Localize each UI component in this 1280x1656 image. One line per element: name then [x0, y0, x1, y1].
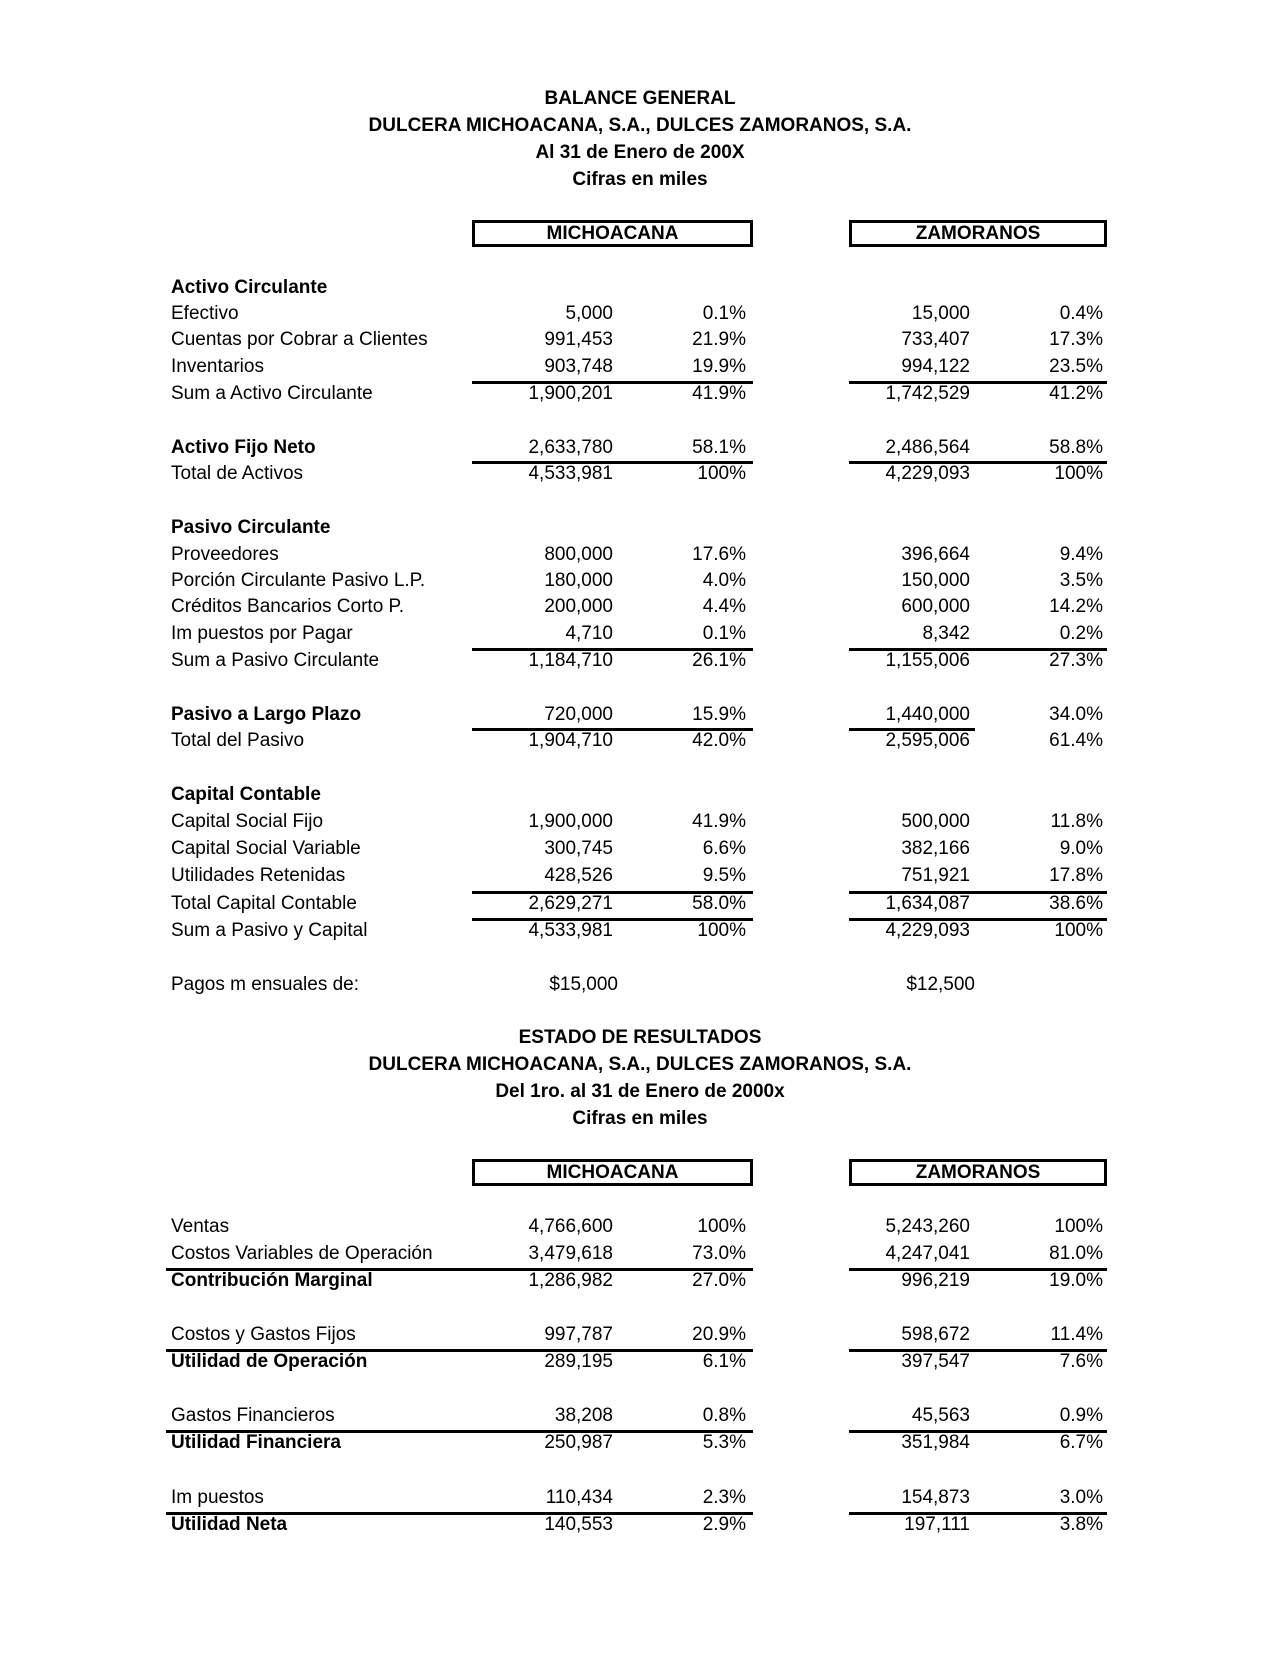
balance-row — [0, 300, 1280, 327]
michoacana-value: 300,745 — [544, 838, 613, 859]
balance-row — [0, 593, 1280, 620]
michoacana-value: 903,748 — [544, 356, 613, 377]
michoacana-percent: 41.9% — [692, 811, 746, 832]
balance-row — [0, 514, 1280, 541]
michoacana-percent: 21.9% — [692, 329, 746, 350]
balance-row — [0, 541, 1280, 568]
zamoranos-value: 1,742,529 — [885, 383, 970, 404]
results-header-zamoranos: ZAMORANOS — [849, 1159, 1107, 1186]
michoacana-percent: 4.4% — [702, 596, 746, 617]
balance-row — [0, 890, 1280, 917]
michoacana-percent: 17.6% — [692, 544, 746, 565]
balance-row — [0, 380, 1280, 407]
zamoranos-percent: 81.0% — [1049, 1243, 1103, 1264]
zamoranos-value: 2,595,006 — [885, 730, 970, 751]
row-label: Pasivo Circulante — [171, 517, 331, 538]
results-company: DULCERA MICHOACANA, S.A., DULCES ZAMORANOS, S.A. — [368, 1054, 912, 1075]
balance-row — [0, 647, 1280, 674]
michoacana-value: 1,904,710 — [528, 730, 613, 751]
results-row — [0, 1213, 1280, 1240]
zamoranos-value: 8,342 — [922, 623, 970, 644]
row-label: Proveedores — [171, 544, 279, 565]
zamoranos-value: 598,672 — [901, 1324, 970, 1345]
row-label: Utilidad de Operación — [171, 1351, 368, 1372]
results-row — [0, 1240, 1280, 1267]
zamoranos-percent: 9.4% — [1059, 544, 1103, 565]
balance-row — [0, 620, 1280, 647]
zamoranos-percent: 3.5% — [1059, 570, 1103, 591]
zamoranos-percent: 9.0% — [1059, 838, 1103, 859]
zamoranos-percent: 38.6% — [1049, 893, 1103, 914]
payments-row — [0, 971, 1280, 998]
row-label: Capital Contable — [171, 784, 321, 805]
row-label: Inventarios — [171, 356, 264, 377]
zamoranos-value: 351,984 — [901, 1432, 970, 1453]
michoacana-value: 4,533,981 — [528, 920, 613, 941]
row-label: Utilidad Neta — [171, 1514, 288, 1535]
row-label: Utilidad Financiera — [171, 1432, 341, 1453]
zamoranos-percent: 3.0% — [1059, 1487, 1103, 1508]
balance-row — [0, 460, 1280, 487]
michoacana-percent: 0.1% — [702, 303, 746, 324]
row-label: Costos Variables de Operación — [171, 1243, 433, 1264]
zamoranos-percent: 7.6% — [1059, 1351, 1103, 1372]
row-label: Cuentas por Cobrar a Clientes — [171, 329, 428, 350]
zamoranos-percent: 11.8% — [1050, 811, 1103, 832]
row-label: Contribución Marginal — [171, 1270, 373, 1291]
zamoranos-percent: 61.4% — [1049, 730, 1103, 751]
results-row — [0, 1267, 1280, 1294]
michoacana-value: 1,286,982 — [528, 1270, 613, 1291]
zamoranos-percent: 0.2% — [1059, 623, 1103, 644]
zamoranos-value: 397,547 — [901, 1351, 970, 1372]
michoacana-percent: 58.1% — [692, 437, 746, 458]
row-label: Créditos Bancarios Corto P. — [171, 596, 405, 617]
michoacana-percent: 9.5% — [702, 865, 746, 886]
michoacana-value: 200,000 — [544, 596, 613, 617]
balance-row — [0, 808, 1280, 835]
michoacana-value: 997,787 — [544, 1324, 613, 1345]
michoacana-value: 250,987 — [544, 1432, 613, 1453]
michoacana-value: 38,208 — [554, 1405, 613, 1426]
michoacana-value: 5,000 — [565, 303, 613, 324]
results-row — [0, 1484, 1280, 1511]
row-label: Sum a Pasivo Circulante — [171, 650, 380, 671]
michoacana-value: 1,900,201 — [528, 383, 613, 404]
balance-header-zamoranos: ZAMORANOS — [849, 220, 1107, 247]
michoacana-value: 4,710 — [565, 623, 613, 644]
row-label: Utilidades Retenidas — [171, 865, 346, 886]
michoacana-percent: 15.9% — [692, 704, 746, 725]
zamoranos-percent: 34.0% — [1049, 704, 1103, 725]
zamoranos-percent: 17.8% — [1049, 865, 1103, 886]
results-row — [0, 1348, 1280, 1375]
zamoranos-percent: 41.2% — [1049, 383, 1103, 404]
zamoranos-percent: 14.2% — [1049, 596, 1103, 617]
zamoranos-percent: 0.4% — [1059, 303, 1103, 324]
balance-row — [0, 727, 1280, 754]
zamoranos-percent: 19.0% — [1049, 1270, 1103, 1291]
row-label: Sum a Pasivo y Capital — [171, 920, 368, 941]
zamoranos-value: 396,664 — [901, 544, 970, 565]
michoacana-value: 2,629,271 — [528, 893, 613, 914]
michoacana-value: 289,195 — [544, 1351, 613, 1372]
row-label: Costos y Gastos Fijos — [171, 1324, 356, 1345]
zamoranos-value: 4,229,093 — [885, 463, 970, 484]
results-title-block — [0, 1024, 1280, 1132]
row-label: Total Capital Contable — [171, 893, 357, 914]
michoacana-percent: 100% — [697, 463, 746, 484]
zamoranos-value: 154,873 — [901, 1487, 970, 1508]
michoacana-value: 4,766,600 — [528, 1216, 613, 1237]
zamoranos-value: 45,563 — [911, 1405, 970, 1426]
payments-michoacana: $15,000 — [549, 974, 618, 995]
balance-title: BALANCE GENERAL — [544, 88, 736, 109]
michoacana-percent: 0.8% — [702, 1405, 746, 1426]
michoacana-value: 991,453 — [544, 329, 613, 350]
row-label: Total del Pasivo — [171, 730, 305, 751]
zamoranos-percent: 100% — [1054, 463, 1103, 484]
zamoranos-percent: 58.8% — [1049, 437, 1103, 458]
row-label: Im puestos por Pagar — [171, 623, 353, 644]
row-label: Gastos Financieros — [171, 1405, 335, 1426]
zamoranos-value: 150,000 — [901, 570, 970, 591]
zamoranos-value: 5,243,260 — [885, 1216, 970, 1237]
balance-row — [0, 434, 1280, 461]
michoacana-percent: 42.0% — [692, 730, 746, 751]
michoacana-percent: 100% — [697, 920, 746, 941]
zamoranos-value: 15,000 — [911, 303, 970, 324]
row-label: Pasivo a Largo Plazo — [171, 704, 362, 725]
row-label: Porción Circulante Pasivo L.P. — [171, 570, 426, 591]
row-label: Total de Activos — [171, 463, 304, 484]
row-label: Im puestos — [171, 1487, 264, 1508]
michoacana-value: 1,900,000 — [528, 811, 613, 832]
zamoranos-percent: 0.9% — [1059, 1405, 1103, 1426]
zamoranos-percent: 17.3% — [1049, 329, 1103, 350]
michoacana-value: 800,000 — [544, 544, 613, 565]
michoacana-value: 428,526 — [544, 865, 613, 886]
balance-row — [0, 353, 1280, 380]
zamoranos-value: 382,166 — [901, 838, 970, 859]
zamoranos-value: 197,111 — [904, 1514, 970, 1535]
balance-row — [0, 326, 1280, 353]
results-row — [0, 1511, 1280, 1538]
michoacana-percent: 19.9% — [692, 356, 746, 377]
zamoranos-value: 1,155,006 — [885, 650, 970, 671]
zamoranos-value: 1,440,000 — [885, 704, 970, 725]
michoacana-percent: 20.9% — [692, 1324, 746, 1345]
michoacana-percent: 41.9% — [692, 383, 746, 404]
michoacana-percent: 2.9% — [702, 1514, 746, 1535]
results-row — [0, 1402, 1280, 1429]
balance-row — [0, 567, 1280, 594]
row-label: Ventas — [171, 1216, 230, 1237]
zamoranos-percent: 27.3% — [1049, 650, 1103, 671]
balance-title-block — [0, 85, 1280, 193]
michoacana-value: 180,000 — [544, 570, 613, 591]
results-title: ESTADO DE RESULTADOS — [518, 1027, 762, 1048]
zamoranos-value: 733,407 — [901, 329, 970, 350]
zamoranos-value: 751,921 — [901, 865, 970, 886]
row-label: Sum a Activo Circulante — [171, 383, 373, 404]
results-units: Cifras en miles — [572, 1108, 708, 1129]
zamoranos-value: 4,229,093 — [885, 920, 970, 941]
michoacana-value: 720,000 — [544, 704, 613, 725]
payments-zamoranos: $12,500 — [906, 974, 975, 995]
michoacana-value: 140,553 — [544, 1514, 613, 1535]
zamoranos-percent: 3.8% — [1059, 1514, 1103, 1535]
payments-label: Pagos m ensuales de: — [171, 974, 360, 995]
michoacana-percent: 6.6% — [702, 838, 746, 859]
row-label: Capital Social Variable — [171, 838, 361, 859]
michoacana-value: 110,434 — [545, 1487, 613, 1508]
zamoranos-value: 600,000 — [901, 596, 970, 617]
michoacana-percent: 58.0% — [692, 893, 746, 914]
balance-row — [0, 835, 1280, 862]
michoacana-value: 3,479,618 — [528, 1243, 613, 1264]
balance-units: Cifras en miles — [572, 169, 708, 190]
zamoranos-value: 994,122 — [901, 356, 970, 377]
michoacana-percent: 100% — [697, 1216, 746, 1237]
results-header-michoacana: MICHOACANA — [472, 1159, 753, 1186]
michoacana-percent: 26.1% — [692, 650, 746, 671]
balance-row — [0, 274, 1280, 301]
michoacana-percent: 5.3% — [702, 1432, 746, 1453]
zamoranos-percent: 6.7% — [1059, 1432, 1103, 1453]
balance-row — [0, 781, 1280, 808]
zamoranos-percent: 11.4% — [1050, 1324, 1103, 1345]
michoacana-percent: 0.1% — [702, 623, 746, 644]
zamoranos-value: 996,219 — [901, 1270, 970, 1291]
zamoranos-value: 1,634,087 — [885, 893, 970, 914]
michoacana-percent: 4.0% — [702, 570, 746, 591]
balance-row — [0, 862, 1280, 889]
results-row — [0, 1321, 1280, 1348]
balance-date: Al 31 de Enero de 200X — [535, 142, 745, 163]
zamoranos-percent: 100% — [1054, 920, 1103, 941]
zamoranos-value: 4,247,041 — [885, 1243, 970, 1264]
balance-row — [0, 917, 1280, 944]
row-label: Efectivo — [171, 303, 239, 324]
michoacana-percent: 73.0% — [692, 1243, 746, 1264]
michoacana-percent: 2.3% — [702, 1487, 746, 1508]
michoacana-value: 4,533,981 — [528, 463, 613, 484]
michoacana-value: 1,184,710 — [528, 650, 613, 671]
zamoranos-value: 500,000 — [901, 811, 970, 832]
balance-header-michoacana: MICHOACANA — [472, 220, 753, 247]
zamoranos-percent: 23.5% — [1049, 356, 1103, 377]
row-label: Capital Social Fijo — [171, 811, 324, 832]
balance-row — [0, 701, 1280, 728]
zamoranos-percent: 100% — [1054, 1216, 1103, 1237]
results-row — [0, 1429, 1280, 1456]
michoacana-percent: 27.0% — [692, 1270, 746, 1291]
balance-company: DULCERA MICHOACANA, S.A., DULCES ZAMORANOS, S.A. — [368, 115, 912, 136]
row-label: Activo Fijo Neto — [171, 437, 316, 458]
zamoranos-value: 2,486,564 — [885, 437, 970, 458]
row-label: Activo Circulante — [171, 277, 328, 298]
results-period: Del 1ro. al 31 de Enero de 2000x — [495, 1081, 785, 1102]
michoacana-value: 2,633,780 — [528, 437, 613, 458]
michoacana-percent: 6.1% — [702, 1351, 746, 1372]
